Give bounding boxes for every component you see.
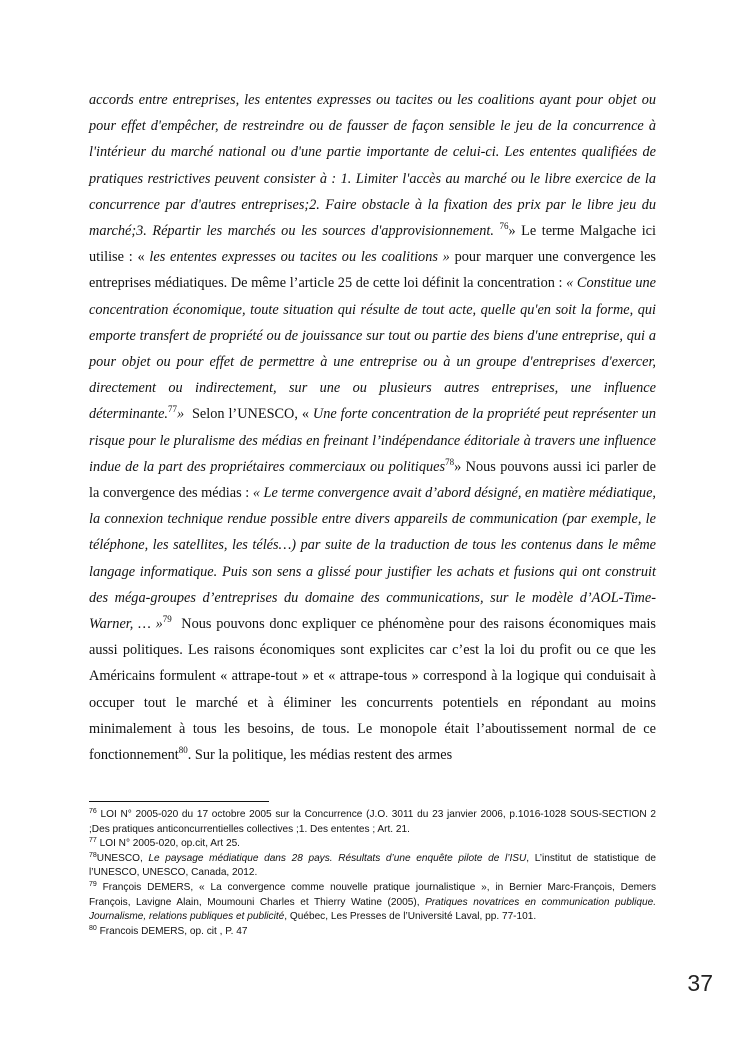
page-number: 37 <box>687 970 713 996</box>
body-text-segment: Nous pouvons donc expliquer ce phénomène pour des raisons économiques mais aussi politiques. Les raisons économiques sont explicites car c’est la loi du profit ou ce que les Américains formulent « attrape-tout » et « attrape-tous » correspond à la logique qui conduisait à occuper tout le marché et à éliminer les concurrents potentiels en répondant au moins minimalement à tous les besoins, de tous. Le monopole était l’aboutissement normal de ce fonctionnement <box>89 616 656 764</box>
footnote-separator <box>89 801 269 802</box>
body-text-segment: » Nous pouvons aussi ici parler de la convergence des médias : <box>89 458 656 502</box>
quote-ententes: les ententes expresses ou tacites ou les coalitions » <box>149 249 450 266</box>
footnote-ref-79[interactable]: 79 <box>162 614 172 625</box>
footnote-ref-78[interactable]: 78 <box>445 456 455 467</box>
footnote-79 <box>89 881 656 925</box>
footnote-text: UNESCO, <box>96 852 149 864</box>
footnote-title: Le paysage médiatique dans 28 pays. Résultats d’une enquête pilote de l’ISU <box>148 852 527 864</box>
footnote-title: Pratiques novatrices en communication publique. Journalisme, relations publiques et publicité <box>89 896 656 923</box>
footnote-number: 80 <box>89 924 97 932</box>
quote-unesco: Une forte concentration de la propriété peut représenter un risque pour le pluralisme des médias en freinant l’indépendance éditoriale à travers une influence indue de la part des propriétaires commerciaux ou politiques <box>89 406 656 475</box>
footnote-76 <box>89 808 656 837</box>
body-paragraph <box>89 87 656 768</box>
footnote-number: 76 <box>89 808 97 815</box>
footnote-text: , Québec, Les Presses de l’Université Laval, pp. 77-101. <box>284 911 537 923</box>
body-text-segment: » Le terme Malgache ici utilise : « <box>89 223 656 266</box>
footnote-ref-80[interactable]: 80 <box>178 745 188 756</box>
footnote-text: LOI N° 2005-020 du 17 octobre 2005 sur la Concurrence (J.O. 3011 du 23 janvier 2006, p.1016-1028 SOUS-SECTION 2 ;Des pratiques anticoncurrentielles collectives ;1. Des ententes ; Art. 21. <box>89 809 656 835</box>
footnote-text: Francois DEMERS, op. cit , P. 47 <box>96 925 248 937</box>
quote-loi-art21: accords entre entreprises, les ententes expresses ou tacites ou les coalitions ayant pour objet ou pour effet d'empêcher, de restreindre ou de fausser de façon sensible le jeu de la concurrence à l'intérieur du marché national ou d'une partie importante de celui-ci. Les ententes qualifiées de pratiques restrictives peuvent consister à : 1. Limiter l'accès au marché ou le libre exercice de la concurrence par d'autres entreprises;2. Faire obstacle à la fixation des prix par le libre jeu du marché;3. Répartir les marchés ou les sources d'approvisionnement. <box>89 92 656 240</box>
footnote-ref-76[interactable]: 76 <box>499 221 509 232</box>
body-text-segment: . Sur la politique, les médias restent des armes <box>187 747 453 764</box>
quote-close: » <box>177 406 185 423</box>
quote-art25: « Constitue une concentration économique, toute situation qui résulte de tout acte, quelle qu'en soit la forme, qui emporte transfert de propriété ou de jouissance sur tout ou partie des biens d'une entreprise, qui a pour objet ou pour effet de permettre à une entreprise ou à un groupe d'entreprises d'exercer, directement ou indirectement, sur une ou plusieurs autres entreprises, une influence déterminante. <box>89 275 657 423</box>
body-text-segment: pour marquer une convergence les entreprises médiatiques. De même l’article 25 de cette loi définit la concentration : <box>89 249 656 292</box>
body-text-segment: Selon l’UNESCO, « <box>191 406 310 423</box>
footnote-80 <box>89 925 656 940</box>
footnote-text: , L’institut de statistique de l’UNESCO, UNESCO, Canada, 2012. <box>89 852 656 879</box>
footnote-ref-77[interactable]: 77 <box>168 404 178 415</box>
quote-convergence: « Le terme convergence avait d’abord désigné, en matière médiatique, la connexion technique rendue possible entre divers appareils de communication (par exemple, le téléphone, les satellites, les télés…) par suite de la traduction de tous les contenus dans le même langage informatique. Puis son sens a glissé pour justifier les achats et fusions qui ont construit des méga-groupes d’entreprises du domaine des communications, sur le modèle d’AOL-Time-Warner, … » <box>89 485 656 633</box>
footnote-number: 79 <box>89 880 97 888</box>
footnote-78 <box>89 852 656 881</box>
footnote-text: LOI N° 2005-020, op.cit, Art 25. <box>96 838 240 850</box>
footnote-77 <box>89 837 656 852</box>
footnote-text: François DEMERS, « La convergence comme nouvelle pratique journalistique », in Bernier Marc-François, Demers François, Lavigne Alain, Moumouni Charles et Thierry Watine (2005), <box>89 881 656 908</box>
footnote-number: 78 <box>89 851 97 859</box>
footnote-number: 77 <box>89 837 97 845</box>
footnotes <box>89 808 656 939</box>
